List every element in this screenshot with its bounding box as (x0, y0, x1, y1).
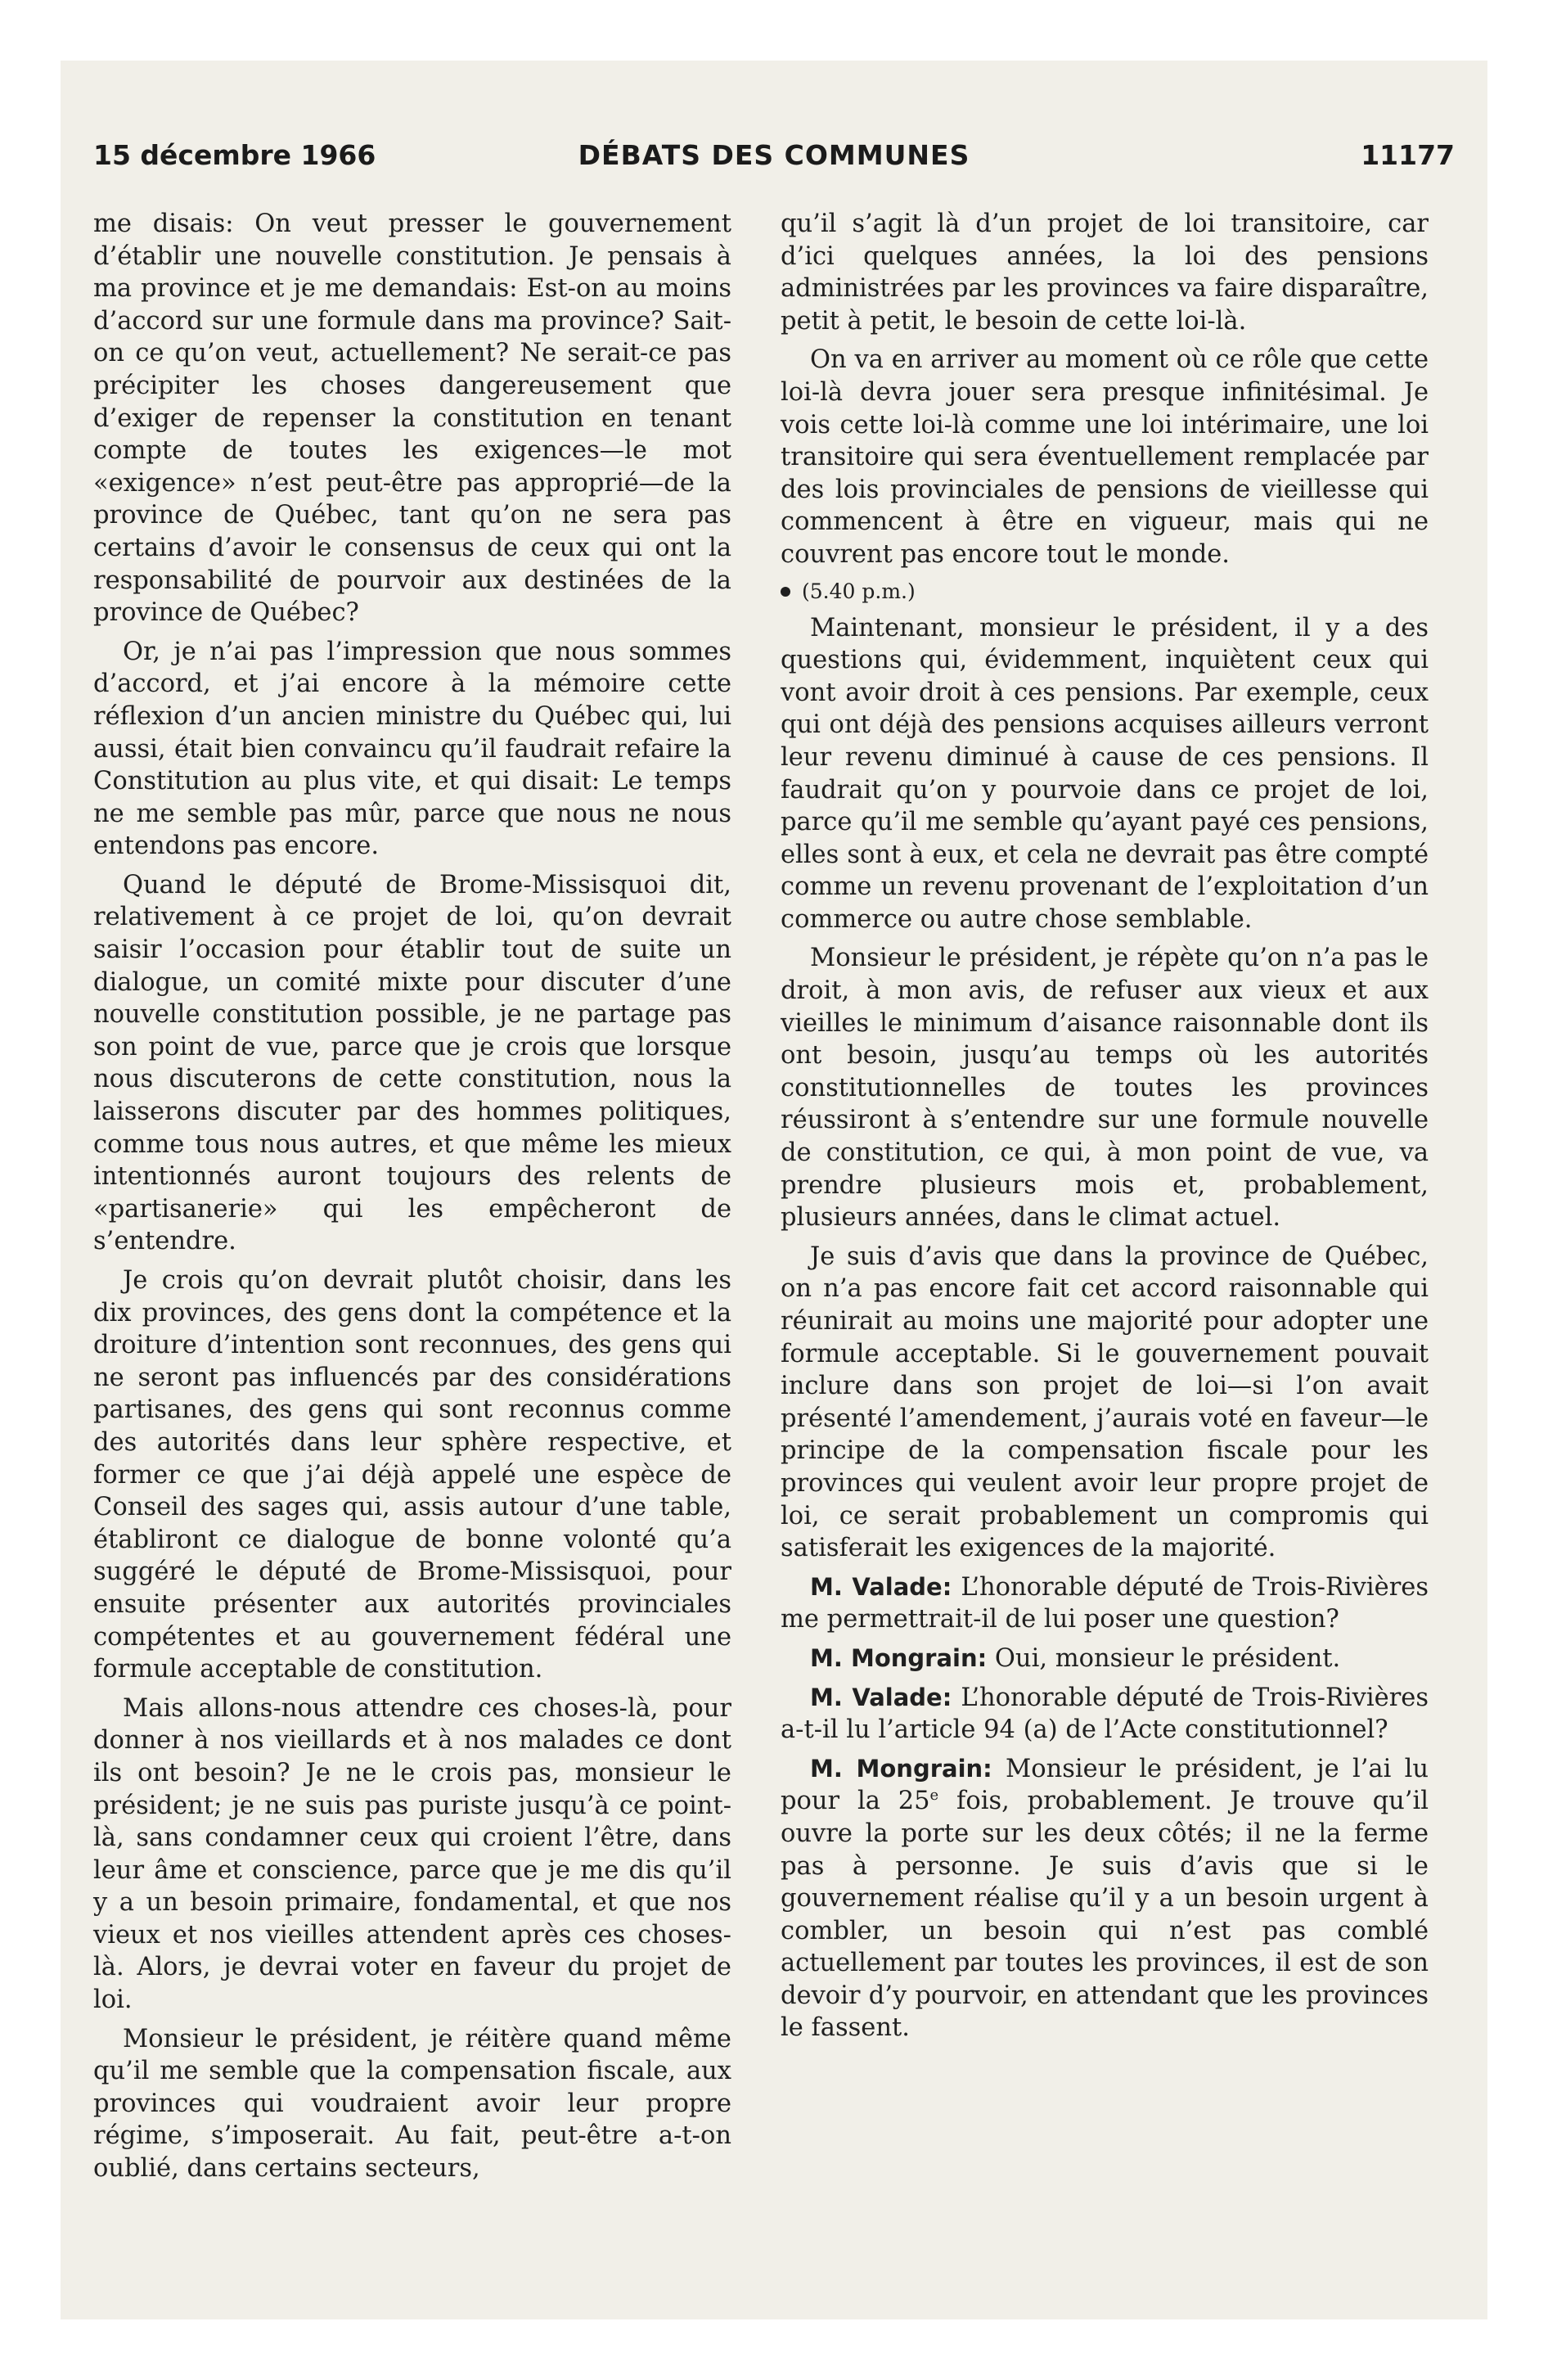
document-page (61, 61, 1487, 2319)
speech-text: fois, probablement. Je trouve qu’il ouvre la porte sur les deux côtés; il ne la ferme pas à personne. Je suis d’avis que si le gouvernement réalise qu’il y a un besoin urgent à combler, un besoin qui n’est pas comblé actuellement par toutes les provinces, il est de son devoir d’y pourvoir, en attendant que les provinces le fassent. (781, 1787, 1429, 2043)
paragraph: On va en arriver au moment où ce rôle que cette loi-là devra jouer sera presque infinitésimal. Je vois cette loi-là comme une loi intérimaire, une loi transitoire qui sera éventuellement remplacée par des lois provinciales de pensions de vieillesse qui commencent à être en vigueur, mais qui ne couvrent pas encore tout le monde. (781, 345, 1429, 569)
paragraph: Je crois qu’on devrait plutôt choisir, dans les dix provinces, des gens dont la compétence et la droiture d’intention sont reconnues, des gens qui ne seront pas influencés par des considérations partisanes, des gens qui sont reconnus comme des autorités dans leur sphère respective, et former ce que j’ai déjà appelé une espèce de Conseil des sages qui, assis autour d’une table, établiront ce dialogue de bonne volonté qu’a suggéré le député de Brome-Missisquoi, pour ensuite présenter aux autorités provinciales compétentes et au gouvernement fédéral une formule acceptable de constitution. (93, 1266, 731, 1684)
speaker-name: M. Valade: (810, 1572, 952, 1601)
paragraph: Mais allons-nous attendre ces choses-là, pour donner à nos vieillards et à nos malades ce dont ils ont besoin? Je ne le crois pas, monsieur le président; je ne suis pas puriste jusqu’à ce point-là, sans condamner ceux qui croient l’être, dans leur âme et conscience, parce que je me dis qu’il y a un besoin primaire, fondamental, et que nos vieux et nos vieilles attendent après ces choses-là. Alors, je devrai voter en faveur du projet de loi. (93, 1693, 731, 2015)
speech-paragraph (781, 1682, 1429, 1747)
paragraph: me disais: On veut presser le gouvernement d’établir une nouvelle constitution. Je pensais à ma province et je me demandais: Est-on au moins d’accord sur une formule dans ma province? Sait-on ce qu’on veut, actuellement? Ne serait-ce pas précipiter les choses dangereusement que d’exiger de repenser la constitution en tenant compte de toutes les exigences—le mot «exigence» n’est peut-être pas approprié—de la province de Québec, tant qu’on ne sera pas certains d’avoir le consensus de ceux qui ont la responsabilité de pourvoir aux destinées de la province de Québec? (93, 210, 731, 628)
speaker-name: M. Valade: (810, 1683, 952, 1711)
speech-paragraph (781, 1753, 1429, 2044)
ordinal-superscript: e (929, 1787, 939, 1805)
time-marker (781, 578, 1429, 606)
speech-text: L’honorable député de Trois-Rivières a-t-il lu l’article 94 (a) de l’Acte constitutionnel? (781, 1683, 1429, 1745)
speaker-name: M. Mongrain: (810, 1643, 988, 1672)
paragraph: Je suis d’avis que dans la province de Québec, on n’a pas encore fait cet accord raisonnable qui réunirait au moins une majorité pour adopter une formule acceptable. Si le gouvernement pouvait inclure dans son projet de loi—si l’on avait présenté l’amendement, j’aurais voté en faveur—le principe de la compensation fiscale pour les provinces qui veulent avoir leur propre projet de loi, ce serait probablement un compromis qui satisferait les exigences de la majorité. (781, 1242, 1429, 1563)
paragraph: Monsieur le président, je réitère quand même qu’il me semble que la compensation fiscale, aux provinces qui voudraient avoir leur propre régime, s’imposerait. Au fait, peut-être a-t-on oublié, dans certains secteurs, (93, 2024, 731, 2184)
header-page-number: 11177 (1361, 139, 1455, 171)
left-column (93, 208, 731, 2192)
speech-paragraph (781, 1571, 1429, 1636)
header-title: DÉBATS DES COMMUNES (578, 139, 970, 171)
speech-text: Oui, monsieur le président. (994, 1643, 1341, 1673)
speech-paragraph (781, 1643, 1429, 1675)
paragraph: Maintenant, monsieur le président, il y a des questions qui, évidemment, inquiètent ceux qui vont avoir droit à ces pensions. Par exemple, ceux qui ont déjà des pensions acquises ailleurs verront leur revenu diminué à cause de ces pensions. Il faudrait qu’on y pourvoie dans ce projet de loi, parce qu’il me semble qu’ayant payé ces pensions, elles sont à eux, et cela ne devrait pas être compté comme un revenu provenant de l’exploitation d’un commerce ou autre chose semblable. (781, 613, 1429, 934)
page-header (93, 139, 1455, 188)
paragraph: Or, je n’ai pas l’impression que nous sommes d’accord, et j’ai encore à la mémoire cette réflexion d’un ancien ministre du Québec qui, lui aussi, était bien convaincu qu’il faudrait refaire la Constitution au plus vite, et qui disait: Le temps ne me semble pas mûr, parce que nous ne nous entendons pas encore. (93, 637, 731, 861)
speaker-name: M. Mongrain: (810, 1754, 992, 1783)
speech-text: Monsieur le président, je l’ai lu pour la 25 (781, 1754, 1429, 1816)
right-column (781, 208, 1429, 2051)
paragraph: qu’il s’agit là d’un projet de loi transitoire, car d’ici quelques années, la loi des pensions administrées par les provinces va faire disparaître, petit à petit, le besoin de cette loi-là. (781, 210, 1429, 336)
speech-text: L’honorable député de Trois-Rivières me permettrait-il de lui poser une question? (781, 1572, 1429, 1634)
paragraph: Quand le député de Brome-Missisquoi dit, relativement à ce projet de loi, qu’on devrait saisir l’occasion pour établir tout de suite un dialogue, un comité mixte pour discuter d’une nouvelle constitution possible, je ne partage pas son point de vue, parce que je crois que lorsque nous discuterons de cette constitution, nous la laisserons discuter par des hommes politiques, comme tous nous autres, et que même les mieux intentionnés auront toujours des relents de «partisanerie» qui les empêcheront de s’entendre. (93, 870, 731, 1256)
paragraph: Monsieur le président, je répète qu’on n’a pas le droit, à mon avis, de refuser aux vieux et aux vieilles le minimum d’aisance raisonnable dont ils ont besoin, jusqu’au temps où les autorités constitutionnelles de toutes les provinces réussiront à s’entendre sur une formule nouvelle de constitution, ce qui, à mon point de vue, va prendre plusieurs mois et, probablement, plusieurs années, dans le climat actuel. (781, 944, 1429, 1233)
header-date: 15 décembre 1966 (93, 139, 376, 171)
bullet-icon (781, 587, 790, 597)
time-stamp: (5.40 p.m.) (802, 579, 916, 603)
